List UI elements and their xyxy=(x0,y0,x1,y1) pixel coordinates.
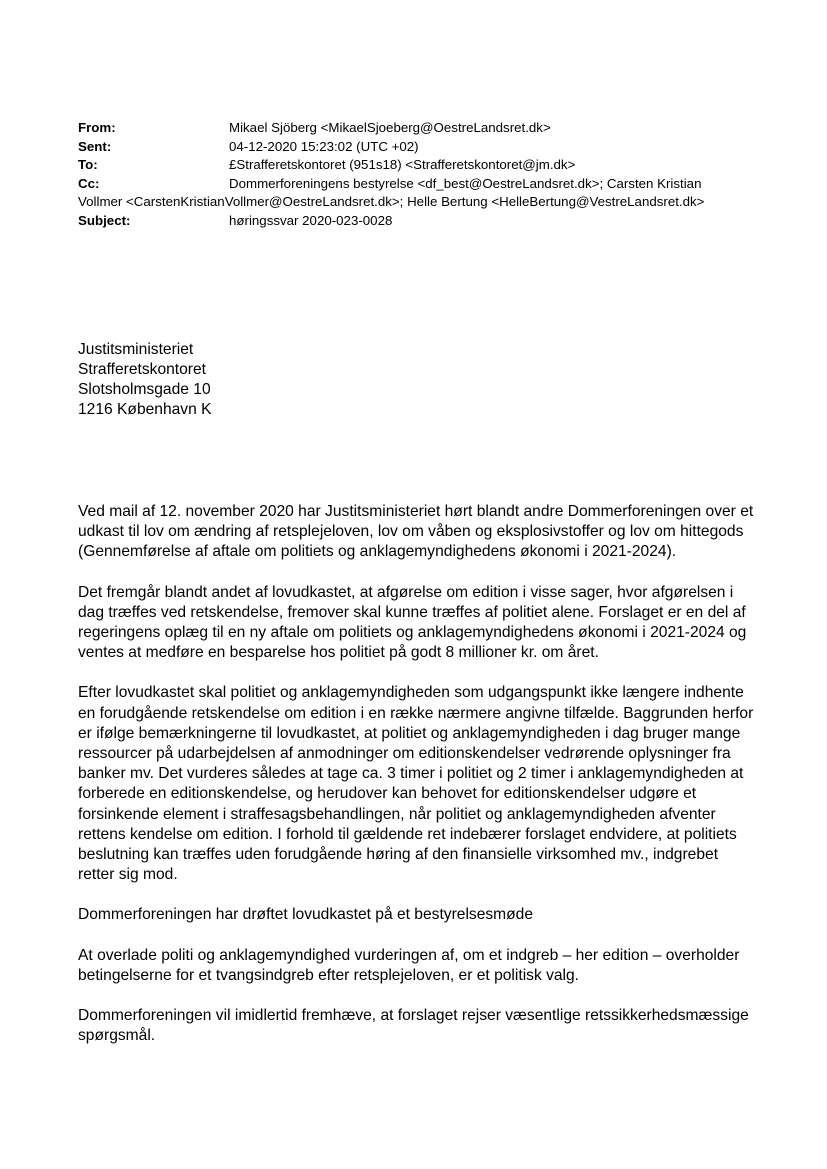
paragraph-1: Ved mail af 12. november 2020 har Justitsministeriet hørt blandt andre Dommerforeningen over et udkast til lov om ændring af retsplejeloven, lov om våben og eksplosivstoffer og lov om hittegods (Gennemførelse af aftale om politiets og anklagemyndighedens økonomi i 2021-2024). xyxy=(78,503,754,561)
address-line-3: Slotsholmsgade 10 xyxy=(78,381,211,398)
sent-value: 04-12-2020 15:23:02 (UTC +02) xyxy=(229,138,419,154)
to-label: To: xyxy=(78,157,98,172)
paragraph-3: Efter lovudkastet skal politiet og anklagemyndigheden som udgangspunkt ikke længere indhente en forudgående retskendelse om edition i en række nærmere angivne tilfælde. Baggrunden herfor er ifølge bemærkningerne til lovudkastet, at politiet og anklagemyndigheden i dag bruger mange ressourcer på udarbejdelsen af anmodninger om editionskendelser vedrørende oplysninger fra banker mv. Det vurderes således at tage ca. 3 timer i politiet og 2 timer i anklagemyndigheden at forberede en editionskendelse, og herudover kan behovet for editionskendelser udgøre et forsinkende element i straffesagsbehandlingen, når politiet og anklagemyndigheden afventer rettens kendelse om edition. I forhold til gældende ret indebærer forslaget endvidere, at politiets beslutning kan træffes uden forudgående høring af den finansielle virksomhed mv., indgrebet retter sig mod. xyxy=(78,684,754,884)
from-label: From: xyxy=(78,120,116,135)
address-line-4: 1216 København K xyxy=(78,401,212,418)
letter-body xyxy=(78,502,758,1066)
from-row xyxy=(78,119,768,138)
from-value: Mikael Sjöberg <MikaelSjoeberg@OestreLandsret.dk> xyxy=(229,120,551,135)
cc-value: Dommerforeningens bestyrelse <df_best@OestreLandsret.dk>; Carsten Kristian xyxy=(229,175,702,191)
sent-row xyxy=(78,138,768,157)
subject-value: høringssvar 2020-023-0028 xyxy=(229,212,393,228)
to-row xyxy=(78,156,768,175)
address-line-2: Strafferetskontoret xyxy=(78,361,206,378)
email-header xyxy=(78,119,768,230)
sent-label: Sent: xyxy=(78,138,112,154)
to-value: £Strafferetskontoret (951s18) <Strafferetskontoret@jm.dk> xyxy=(229,157,576,172)
subject-label: Subject: xyxy=(78,212,131,228)
paragraph-2: Det fremgår blandt andet af lovudkastet, at afgørelse om edition i visse sager, hvor afgørelsen i dag træffes ved retskendelse, fremover skal kunne træffes af politiet alene. Forslaget er en del af regeringens oplæg til en ny aftale om politiets og anklagemyndighedens økonomi i 2021-2024 og ventes at medføre en besparelse hos politiet på godt 8 millioner kr. om året. xyxy=(78,583,747,662)
cc-label: Cc: xyxy=(78,175,100,191)
address-line-1: Justitsministeriet xyxy=(78,341,194,358)
paragraph-4: Dommerforeningen har drøftet lovudkastet på et bestyrelsesmøde xyxy=(78,906,534,924)
paragraph-5: At overlade politi og anklagemyndighed vurderingen af, om et indgreb – her edition – overholder betingelserne for et tvangsindgreb efter retsplejeloven, er et politisk valg. xyxy=(78,946,740,984)
recipient-address xyxy=(78,340,212,420)
paragraph-6: Dommerforeningen vil imidlertid fremhæve, at forslaget rejser væsentlige retssikkerhedsmæssige spørgsmål. xyxy=(78,1007,749,1045)
subject-row xyxy=(78,212,768,231)
cc-row xyxy=(78,175,768,194)
cc-value-continued: Vollmer <CarstenKristianVollmer@OestreLandsret.dk>; Helle Bertung <HelleBertung@VestreLandsret.dk> xyxy=(78,194,705,209)
